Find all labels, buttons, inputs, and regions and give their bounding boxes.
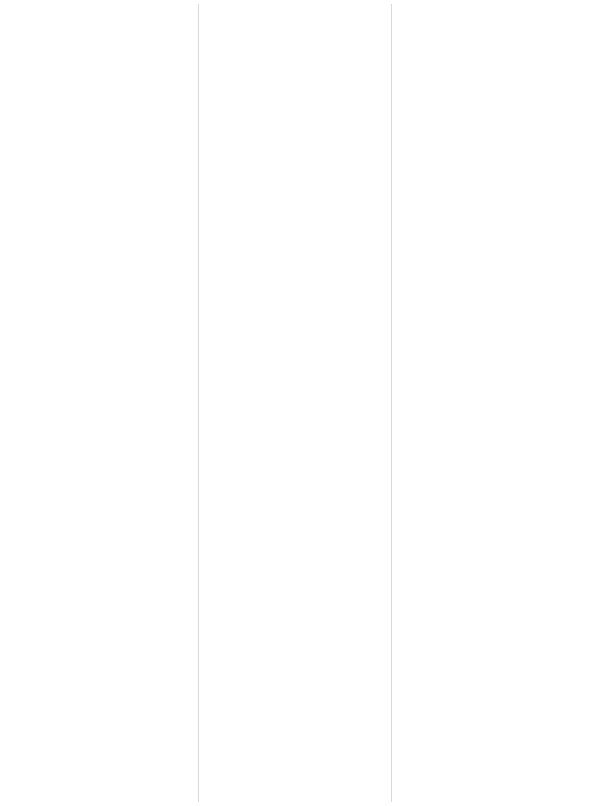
text-columns (6, 4, 584, 802)
text-column-right (392, 4, 584, 802)
text-column-middle (199, 4, 392, 802)
text-column-left (6, 4, 199, 802)
